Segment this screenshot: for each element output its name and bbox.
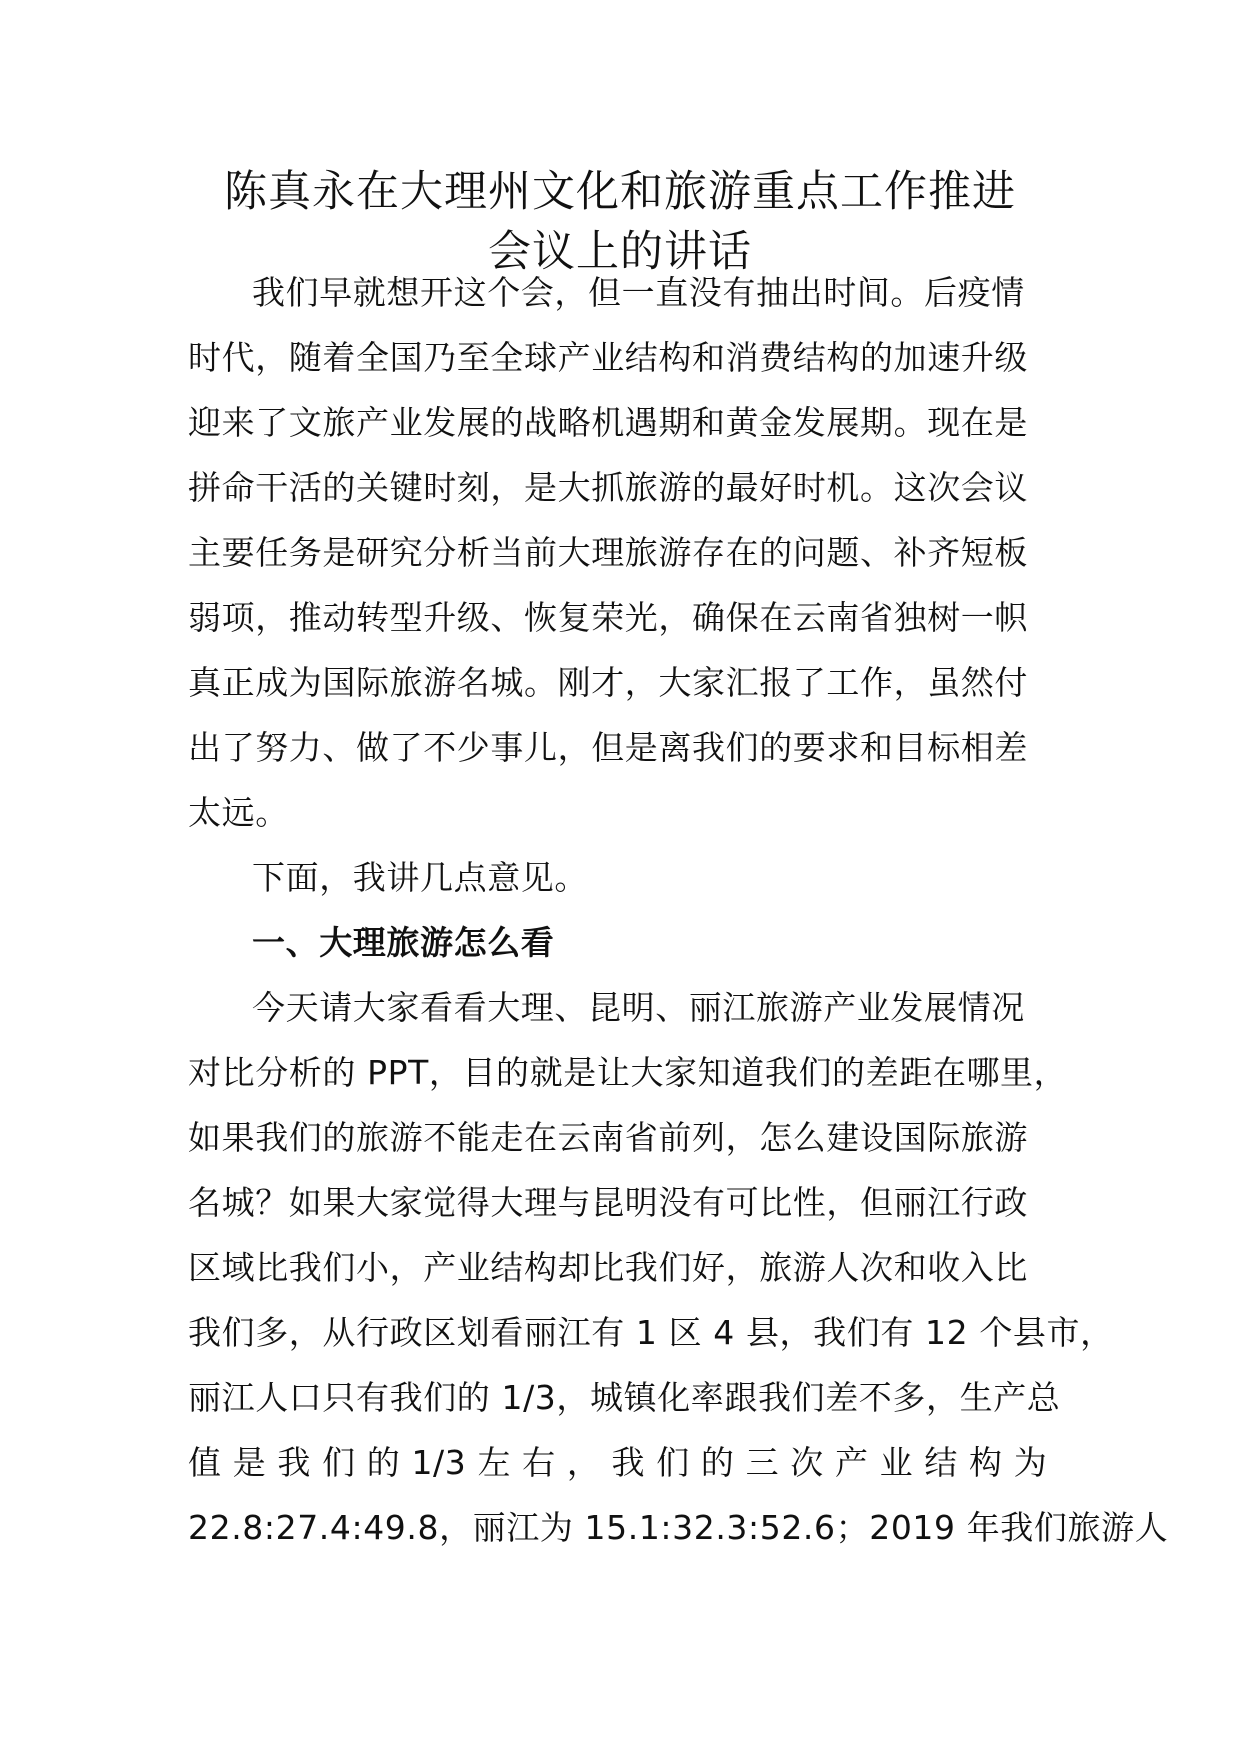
paragraph-line: 弱项，推动转型升级、恢复荣光，确保在云南省独树一帜 <box>188 598 1028 637</box>
paragraph-line: 丽江人口只有我们的 1/3，城镇化率跟我们差不多，生产总 <box>188 1378 1061 1417</box>
paragraph-line: 值 是 我 们 的 1/3 左 右 ， 我 们 的 三 次 产 业 结 构 为 <box>188 1443 1048 1482</box>
paragraph-line: 我们多，从行政区划看丽江有 1 区 4 县，我们有 12 个县市， <box>188 1313 1114 1352</box>
paragraph-line: 下面，我讲几点意见。 <box>252 858 588 897</box>
paragraph-line: 对比分析的 PPT，目的就是让大家知道我们的差距在哪里， <box>188 1053 1068 1092</box>
paragraph-line: 今天请大家看看大理、昆明、丽江旅游产业发展情况 <box>252 988 1025 1027</box>
paragraph-line: 拼命干活的关键时刻，是大抓旅游的最好时机。这次会议 <box>188 468 1028 507</box>
paragraph-line: 太远。 <box>188 793 289 832</box>
paragraph-line: 迎来了文旅产业发展的战略机遇期和黄金发展期。现在是 <box>188 403 1028 442</box>
paragraph-line: 真正成为国际旅游名城。刚才，大家汇报了工作，虽然付 <box>188 663 1028 702</box>
title-line-2: 会议上的讲话 <box>488 227 752 277</box>
document-body <box>188 260 1169 1560</box>
paragraph-line: 出了努力、做了不少事儿，但是离我们的要求和目标相差 <box>188 728 1028 767</box>
paragraph-line: 我们早就想开这个会，但一直没有抽出时间。后疫情 <box>252 273 1025 312</box>
paragraph-line: 如果我们的旅游不能走在云南省前列，怎么建设国际旅游 <box>188 1118 1028 1157</box>
paragraph-line: 主要任务是研究分析当前大理旅游存在的问题、补齐短板 <box>188 533 1028 572</box>
paragraph-line: 时代，随着全国乃至全球产业结构和消费结构的加速升级 <box>188 338 1028 377</box>
title-line-1: 陈真永在大理州文化和旅游重点工作推进 <box>224 167 1016 217</box>
paragraph-line: 区域比我们小，产业结构却比我们好，旅游人次和收入比 <box>188 1248 1028 1287</box>
paragraph-line: 22.8:27.4:49.8，丽江为 15.1:32.3:52.6；2019 年我们旅游人 <box>188 1508 1169 1547</box>
paragraph-line: 名城？如果大家觉得大理与昆明没有可比性，但丽江行政 <box>188 1183 1028 1222</box>
section-heading: 一、大理旅游怎么看 <box>252 923 555 962</box>
